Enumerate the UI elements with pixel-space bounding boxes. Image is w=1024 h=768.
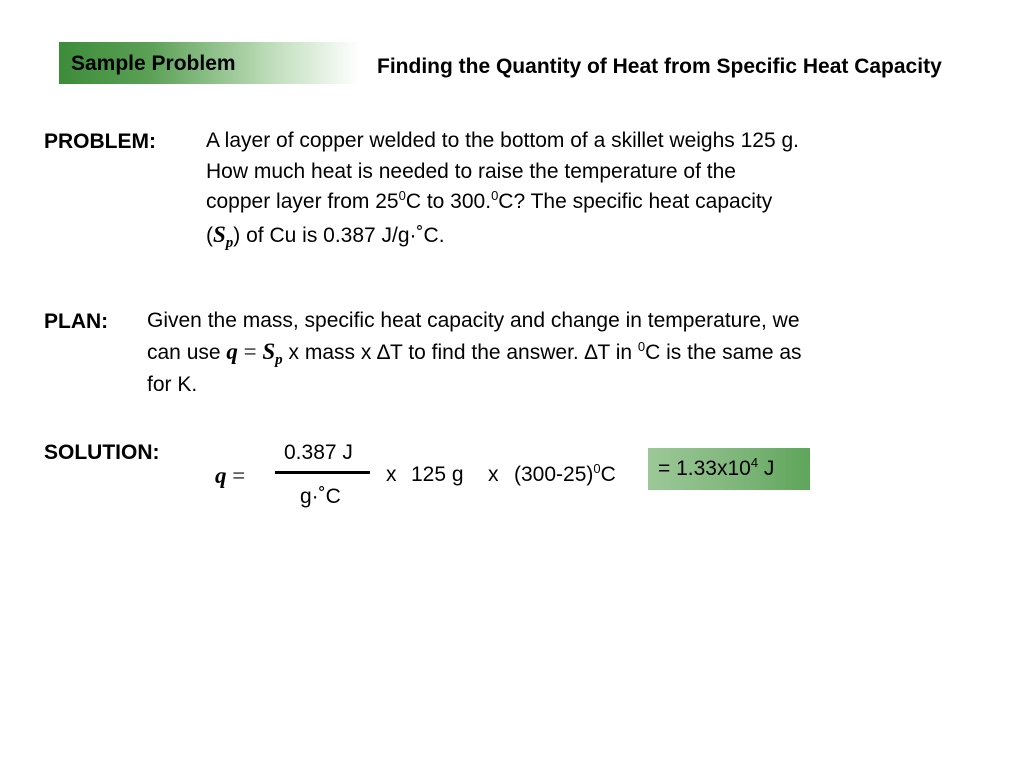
specific-heat-subscript: p bbox=[225, 234, 234, 251]
plan-line-2 bbox=[147, 337, 802, 371]
heat-symbol: q bbox=[215, 463, 227, 488]
problem-text bbox=[206, 126, 799, 253]
problem-line-2: How much heat is needed to raise the temperature of the bbox=[206, 159, 736, 183]
specific-heat-symbol: S bbox=[213, 221, 226, 247]
superscript: 0 bbox=[398, 188, 406, 203]
fraction-denominator: g·˚C bbox=[300, 485, 341, 508]
superscript: 0 bbox=[593, 461, 601, 476]
plan-line-3: for K. bbox=[147, 373, 198, 396]
problem-line-1: A layer of copper welded to the bottom of a skillet weighs 125 g. bbox=[206, 129, 800, 152]
problem-line-3-b: C to 300. bbox=[405, 190, 492, 213]
mass-value: 125 g bbox=[411, 463, 464, 486]
temperature-change bbox=[514, 463, 616, 489]
heat-symbol: q bbox=[226, 338, 238, 364]
superscript: 0 bbox=[637, 338, 646, 354]
specific-heat-symbol: S bbox=[262, 338, 276, 364]
plan-label: PLAN: bbox=[44, 310, 109, 333]
badge-label: Sample Problem bbox=[71, 52, 236, 75]
problem-line-3 bbox=[206, 187, 799, 220]
fraction-numerator: 0.387 J bbox=[284, 441, 353, 464]
answer-value bbox=[658, 457, 774, 483]
plan-line-2-c: C is the same as bbox=[645, 340, 802, 364]
temperature-unit: C bbox=[600, 463, 616, 486]
specific-heat-subscript: p bbox=[275, 351, 283, 368]
multiply-sign: x bbox=[386, 463, 397, 486]
temperature-range: (300-25) bbox=[514, 463, 594, 486]
plan-line-2-a: can use bbox=[147, 340, 227, 364]
answer-box bbox=[648, 448, 810, 490]
plan-line-2-b: x mass x ∆T to find the answer. ∆T in bbox=[282, 340, 638, 364]
problem-line-4-rest: ) of Cu is 0.387 J/g·˚C. bbox=[233, 223, 445, 247]
problem-line-3-a: copper layer from 25 bbox=[206, 190, 399, 213]
equals-sign: = bbox=[237, 338, 263, 364]
sample-problem-badge bbox=[59, 42, 359, 84]
solution-label: SOLUTION: bbox=[44, 441, 160, 464]
equals-sign: = bbox=[226, 463, 246, 488]
fraction-bar bbox=[275, 471, 370, 474]
problem-label: PROBLEM: bbox=[44, 130, 156, 153]
plan-line-1: Given the mass, specific heat capacity and change in temperature, we bbox=[147, 309, 800, 332]
superscript: 0 bbox=[491, 188, 499, 203]
answer-unit: J bbox=[758, 457, 775, 480]
multiply-sign: x bbox=[488, 463, 499, 486]
solution-lhs bbox=[215, 464, 245, 489]
open-paren: ( bbox=[206, 223, 213, 247]
problem-line-4 bbox=[206, 220, 799, 254]
problem-line-3-c: C? The specific heat capacity bbox=[498, 190, 773, 213]
superscript: 4 bbox=[750, 455, 759, 470]
slide-title: Finding the Quantity of Heat from Specific Heat Capacity bbox=[377, 55, 942, 78]
answer-prefix: = 1.33x10 bbox=[658, 457, 751, 480]
plan-text bbox=[147, 306, 802, 401]
